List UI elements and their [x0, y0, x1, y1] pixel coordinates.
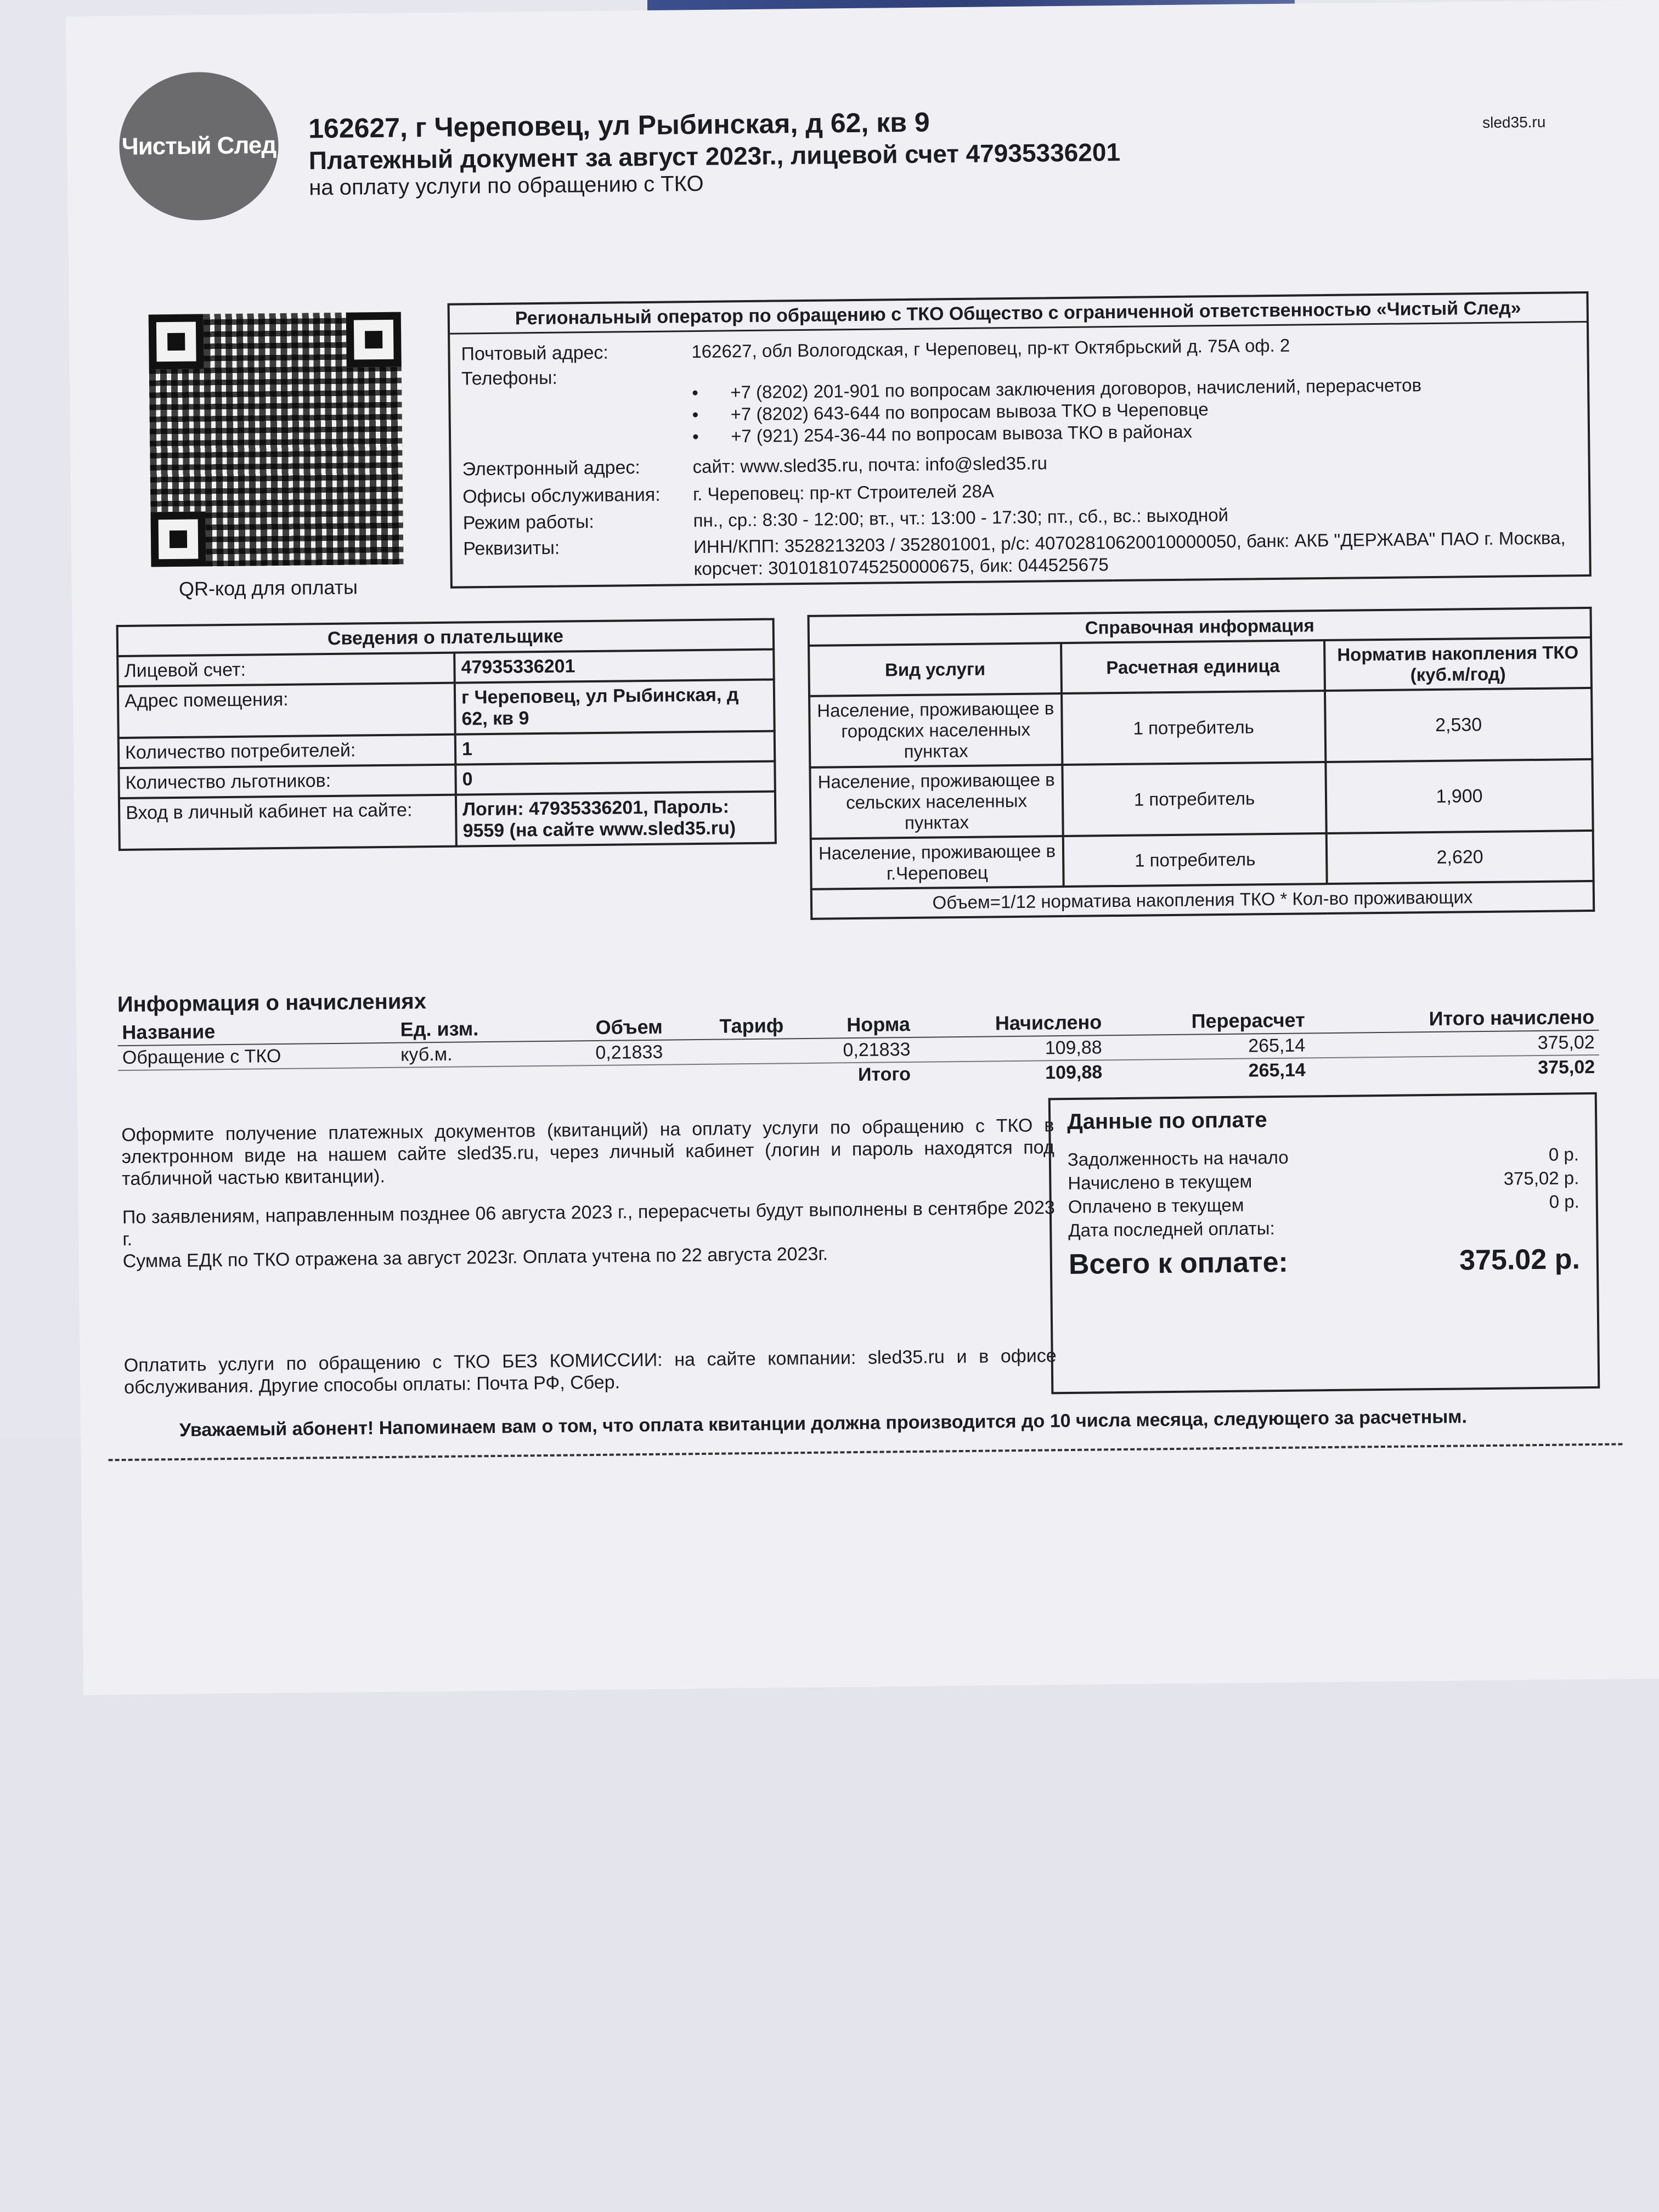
col-header: Перерасчет — [1106, 1007, 1310, 1035]
table-row — [118, 680, 775, 738]
requisites-value: ИНН/КПП: 3528213203 / 352801001, р/с: 40702810620010000050, банк: АКБ "ДЕРЖАВА" ПАО г. Москва, корсчет: 30101810745250000675, бик: 044525675 — [693, 527, 1566, 579]
total-charged: 109,88 — [1045, 1062, 1103, 1084]
reference-title: Справочная информация — [809, 608, 1591, 646]
company-logo — [119, 71, 279, 221]
payment-title: Данные по оплате — [1066, 1108, 1267, 1134]
document-title: Платежный документ за август 2023г., лицевой счет 47935336201 — [308, 137, 1121, 175]
payment-row — [1068, 1144, 1579, 1170]
cell: 0,21833 — [540, 1040, 667, 1066]
ref-norm: 2,530 — [1325, 688, 1592, 762]
hours-label: Режим работы: — [462, 511, 595, 534]
cell: Обращение с ТКО — [118, 1043, 397, 1070]
col-header: Норма — [788, 1012, 915, 1039]
cell: 265,14 — [1106, 1033, 1310, 1060]
ref-service: Население, проживающее в г.Череповец — [811, 836, 1064, 889]
document-subtitle: на оплату услуги по обращению с ТКО — [309, 171, 704, 200]
total-recalc: 265,14 — [1248, 1059, 1306, 1081]
table-row — [811, 831, 1594, 889]
charges-title: Информация о начислениях — [117, 989, 427, 1017]
header-address: 162627, г Череповец, ул Рыбинская, д 62, кв 9 — [308, 106, 930, 144]
payment-label: Задолженность на начало — [1067, 1147, 1289, 1170]
col-header: Объем — [540, 1014, 667, 1041]
cell: 375,02 — [1310, 1030, 1599, 1058]
ref-norm: 2,620 — [1327, 831, 1594, 884]
payer-value: 0 — [455, 761, 775, 795]
note-recalc: По заявлениям, направленным позднее 06 августа 2023 г., перерасчеты будут выполнены в сентябре 2023 г. — [122, 1197, 1056, 1250]
ref-footer: Объем=1/12 норматива накопления ТКО * Кол-во проживающих — [811, 881, 1594, 919]
payer-label: Количество льготников: — [119, 765, 456, 798]
payment-row — [1068, 1215, 1579, 1241]
phone-item: • +7 (8202) 643-644 по вопросам вывоза ТКО в Череповце — [692, 397, 1421, 426]
payer-value: г Череповец, ул Рыбинская, д 62, кв 9 — [455, 680, 775, 735]
reference-info-table — [807, 607, 1595, 920]
payment-label: Начислено в текущем — [1068, 1171, 1252, 1193]
total-due-label: Всего к оплате: — [1068, 1246, 1289, 1280]
qr-code-icon — [149, 312, 404, 567]
payer-label: Лицевой счет: — [117, 653, 455, 686]
payer-value: 1 — [455, 731, 775, 765]
payer-label: Количество потребителей: — [119, 735, 456, 768]
payment-data-box — [1048, 1092, 1600, 1394]
note-payment-methods: Оплатить услуги по обращению с ТКО БЕЗ КОМИССИИ: на сайте компании: sled35.ru и в офисе обслуживания. Другие способы оплаты: Почта РФ, Сбер. — [123, 1345, 1057, 1398]
email-value: сайт: www.sled35.ru, почта: info@sled35.ru — [692, 453, 1048, 477]
ref-norm: 1,900 — [1325, 759, 1593, 833]
hours-value: пн., ср.: 8:30 - 12:00; вт., чт.: 13:00 - 17:30; пт., сб., вс.: выходной — [693, 504, 1229, 531]
logo-text: Чистый След — [121, 132, 276, 160]
postal-label: Почтовый адрес: — [461, 342, 609, 365]
ref-unit: 1 потребитель — [1063, 833, 1327, 887]
cell: 109,88 — [915, 1035, 1107, 1062]
cell: куб.м. — [396, 1041, 541, 1068]
offices-value: г. Череповец: пр-кт Строителей 28А — [692, 481, 995, 505]
phone-item: • +7 (8202) 201-901 по вопросам заключения договоров, начислений, перерасчетов — [692, 375, 1421, 404]
total-sum: 375,02 — [1538, 1056, 1595, 1079]
phones-label: Телефоны: — [461, 367, 558, 390]
cell — [667, 1039, 788, 1064]
payer-label: Вход в личный кабинет на сайте: — [119, 795, 456, 850]
payer-value: 47935336201 — [454, 650, 774, 683]
col-header: Начислено — [915, 1009, 1107, 1037]
payment-value: 375,02 р. — [1503, 1167, 1579, 1189]
ref-unit: 1 потребитель — [1062, 691, 1325, 765]
ref-header: Расчетная единица — [1061, 640, 1325, 693]
payment-value: 0 р. — [1549, 1191, 1579, 1212]
total-due-value: 375.02 р. — [1459, 1243, 1581, 1277]
email-label: Электронный адрес: — [462, 457, 641, 480]
payment-row — [1068, 1191, 1579, 1217]
payment-label: Дата последней оплаты: — [1068, 1218, 1275, 1240]
cut-line — [109, 1443, 1623, 1461]
ref-header: Вид услуги — [809, 643, 1062, 696]
reminder-text: Уважаемый абонент! Напоминаем вам о том, что оплата квитанции должна производится до 10 числа месяца, следующего за расчетным. — [179, 1406, 1468, 1441]
qr-finder — [346, 312, 402, 368]
phones-list — [692, 375, 1422, 448]
col-header: Итого начислено — [1309, 1005, 1599, 1034]
payer-title: Сведения о плательщике — [117, 619, 774, 657]
postal-value: 162627, обл Вологодская, г Череповец, пр-кт Октябрьский д. 75А оф. 2 — [691, 335, 1290, 362]
invoice-document — [66, 0, 1659, 1695]
ref-service: Население, проживающее в городских населенных пунктах — [809, 693, 1062, 768]
qr-caption: QR-код для оплаты — [178, 575, 358, 600]
header-site: sled35.ru — [1482, 113, 1546, 131]
ref-service: Население, проживающее в сельских населенных пунктах — [810, 765, 1063, 839]
table-row — [809, 688, 1592, 768]
operator-title: Региональный оператор по обращению с ТКО Общество с ограниченной ответственностью «Чистый След» — [450, 294, 1587, 335]
requisites-label: Реквизиты: — [463, 537, 560, 560]
ref-header: Норматив накопления ТКО (куб.м/год) — [1324, 637, 1592, 691]
payment-value: 0 р. — [1548, 1144, 1579, 1165]
table-row — [810, 759, 1593, 839]
total-label: Итого — [857, 1063, 911, 1085]
payment-total — [1069, 1243, 1581, 1281]
offices-label: Офисы обслуживания: — [462, 484, 661, 507]
col-header: Тариф — [667, 1013, 788, 1040]
operator-info-box — [448, 291, 1592, 589]
ref-unit: 1 потребитель — [1062, 762, 1326, 836]
payer-value: Логин: 47935336201, Пароль: 9559 (на сайте www.sled35.ru) — [456, 792, 776, 847]
payer-label: Адрес помещения: — [118, 683, 455, 738]
table-row — [119, 792, 776, 850]
cell: 0,21833 — [788, 1037, 915, 1063]
qr-finder — [150, 511, 206, 567]
col-header: Ед. изм. — [396, 1015, 540, 1043]
note-electronic: Оформите получение платежных документов (квитанций) на оплату услуги по обращению с ТКО в электронном виде на нашем сайте sled35.ru, через личный кабинет (логин и пароль находятся под табличной частью квитанции). — [121, 1115, 1054, 1190]
payer-info-table — [116, 618, 777, 851]
payment-row — [1068, 1167, 1579, 1194]
col-header: Название — [117, 1017, 396, 1046]
note-edk: Сумма ЕДК по ТКО отражена за август 2023г. Оплата учтена по 22 августа 2023г. — [122, 1243, 828, 1272]
payment-label: Оплачено в текущем — [1068, 1194, 1244, 1217]
phone-item: • +7 (921) 254-36-44 по вопросам вывоза ТКО в районах — [692, 419, 1422, 448]
charges-table — [117, 1005, 1599, 1094]
qr-finder — [149, 314, 204, 369]
